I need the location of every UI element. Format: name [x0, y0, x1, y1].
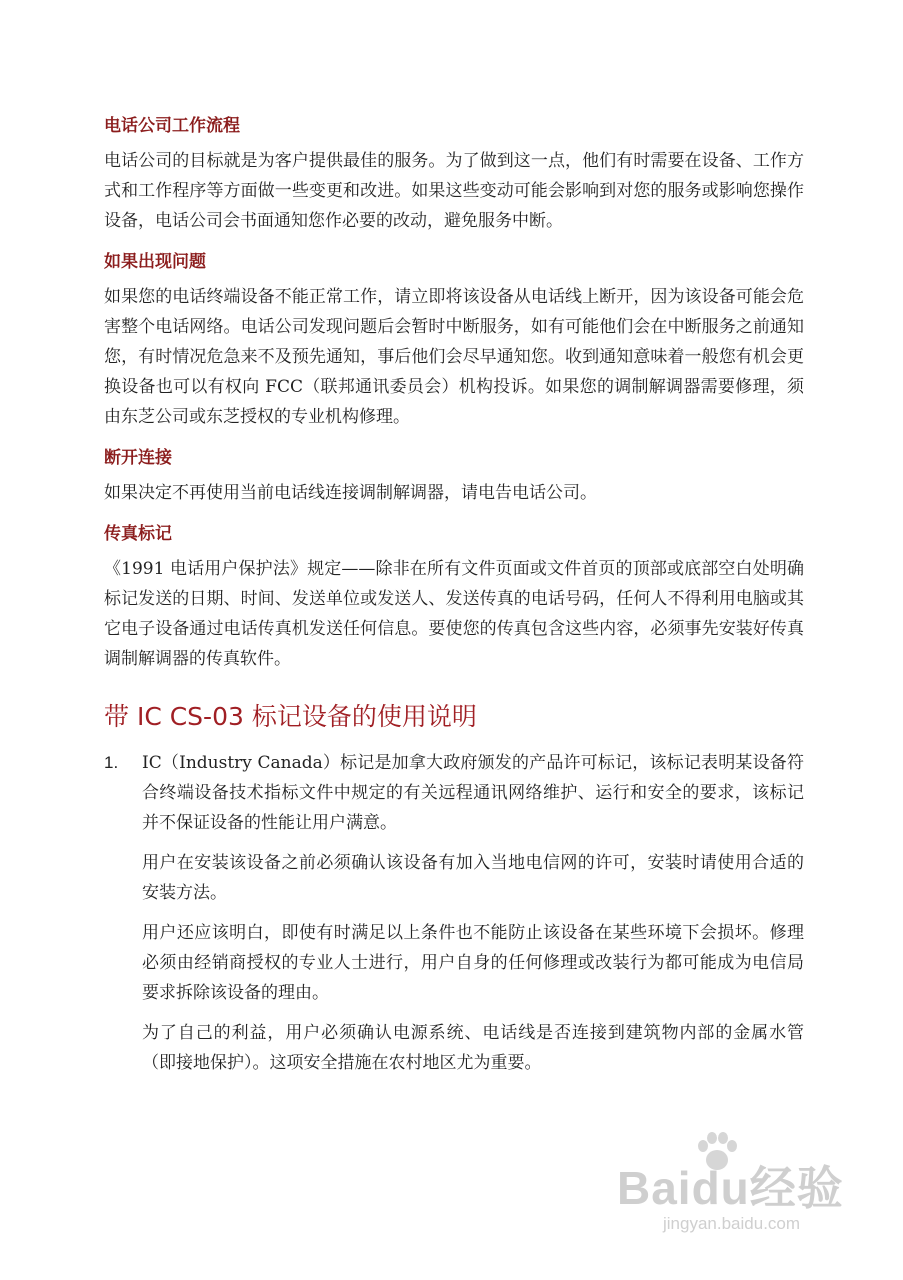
item-number: 1.	[104, 753, 119, 772]
section-title: 传真标记	[104, 524, 172, 544]
ic-paragraph: 为了自己的利益，用户必须确认电源系统、电话线是否连接到建筑物内部的金属水管（即接地保护）。这项安全措施在农村地区尤为重要。	[142, 1023, 804, 1073]
ic-numbered-item	[104, 748, 804, 1078]
section-disconnect	[104, 444, 804, 508]
section-paragraph: 电话公司的目标就是为客户提供最佳的服务。为了做到这一点，他们有时需要在设备、工作方式和工作程序等方面做一些变更和改进。如果这些变动可能会影响到对您的服务或影响您操作设备，电话公司会书面通知您作必要的改动，避免服务中断。	[104, 151, 804, 231]
baidu-watermark	[617, 1144, 847, 1244]
ic-paragraph: IC（Industry Canada）标记是加拿大政府颁发的产品许可标记，该标记表明某设备符合终端设备技术指标文件中规定的有关远程通讯网络维护、运行和安全的要求，该标记并不保证设备的性能让用户满意。	[142, 753, 804, 833]
section-paragraph: 如果您的电话终端设备不能正常工作，请立即将该设备从电话线上断开，因为该设备可能会危害整个电话网络。电话公司发现问题后会暂时中断服务，如有可能他们会在中断服务之前通知您，有时情况危急来不及预先通知，事后他们会尽早通知您。收到通知意味着一般您有机会更换设备也可以有权向 FCC（联邦通讯委员会）机构投诉。如果您的调制解调器需要修理，须由东芝公司或东芝授权的专业机构修理。	[104, 287, 804, 427]
ic-paragraph: 用户在安装该设备之前必须确认该设备有加入当地电信网的许可，安装时请使用合适的安装方法。	[142, 853, 804, 903]
section-if-problems	[104, 248, 804, 432]
section-title: 电话公司工作流程	[104, 116, 240, 136]
section-fax-marking	[104, 520, 804, 674]
section-phone-company-procedures	[104, 112, 804, 236]
section-paragraph: 《1991 电话用户保护法》规定——除非在所有文件页面或文件首页的顶部或底部空白处明确标记发送的日期、时间、发送单位或发送人、发送传真的电话号码，任何人不得利用电脑或其它电子设备通过电话传真机发送任何信息。要使您的传真包含这些内容，必须事先安装好传真调制解调器的传真软件。	[104, 559, 804, 669]
document-content	[104, 112, 804, 1088]
watermark-logo: Baidu经验	[617, 1162, 844, 1214]
section-title: 如果出现问题	[104, 252, 206, 272]
ic-paragraph: 用户还应该明白，即使有时满足以上条件也不能防止该设备在某些环境下会损坏。修理必须由经销商授权的专业人士进行，用户自身的任何修理或改装行为都可能成为电信局要求拆除该设备的理由。	[142, 923, 804, 1003]
ic-section-title: 带 IC CS-03 标记设备的使用说明	[104, 702, 477, 731]
section-title: 断开连接	[104, 448, 172, 468]
watermark-url: jingyan.baidu.com	[663, 1214, 801, 1233]
section-paragraph: 如果决定不再使用当前电话线连接调制解调器，请电告电话公司。	[104, 483, 597, 503]
